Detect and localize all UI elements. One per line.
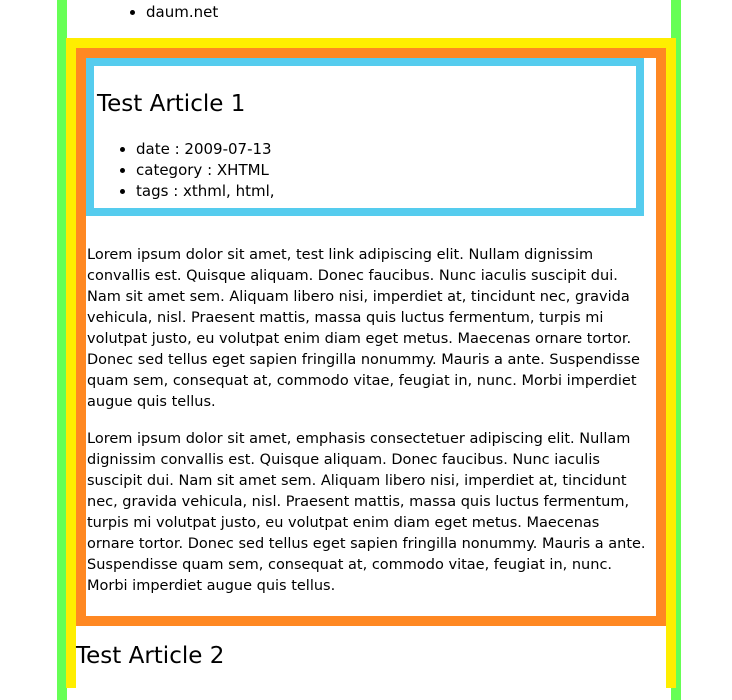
article-1-title: Test Article 1 — [97, 91, 246, 117]
meta-tags-label: tags — [136, 182, 169, 200]
article-2-title: Test Article 2 — [76, 643, 225, 669]
meta-category: • category : XHTML — [136, 160, 275, 181]
article-1-meta-list — [117, 139, 275, 202]
meta-category-value[interactable]: XHTML — [216, 161, 269, 179]
list-item-daum[interactable]: • daum.net — [146, 2, 218, 23]
meta-date-value: 2009-07-13 — [184, 140, 272, 158]
meta-date: • date : 2009-07-13 — [136, 139, 275, 160]
article-1-paragraph-1: Lorem ipsum dolor sit amet, test link adipiscing elit. Nullam dignissim convallis est. Quisque aliquam. Donec faucibus. Nunc iaculis suscipit dui. Nam sit amet sem. Aliquam libero nisi, imperdiet at, tincidunt nec, gravida vehicula, nisl. Praesent mattis, massa quis luctus fermentum, turpis mi volutpat justo, eu volutpat enim diam eget metus. Maecenas ornare tortor. Donec sed tellus eget sapien fringilla nonummy. Mauris a ante. Suspendisse quam sem, consequat at, commodo vitae, feugiat in, nunc. Morbi imperdiet augue quis tellus. — [87, 247, 640, 410]
top-link-list — [127, 2, 218, 23]
article-1-paragraph-2: Lorem ipsum dolor sit amet, emphasis consectetuer adipiscing elit. Nullam dignissim convallis est. Quisque aliquam. Donec faucibus. Nunc iaculis suscipit dui. Nam sit amet sem. Aliquam libero nisi, imperdiet at, tincidunt nec, gravida vehicula, nisl. Praesent mattis, massa quis luctus fermentum, turpis mi volutpat justo, eu volutpat enim diam eget metus. Maecenas ornare tortor. Donec sed tellus eget sapien fringilla nonummy. Mauris a ante. Suspendisse quam sem, consequat at, commodo vitae, feugiat in, nunc. Morbi imperdiet augue quis tellus. — [87, 431, 646, 594]
meta-date-label: date — [136, 140, 170, 158]
meta-tags: • tags : xthml, html, — [136, 181, 275, 202]
meta-category-label: category — [136, 161, 203, 179]
meta-tags-value[interactable]: xthml, html, — [183, 182, 275, 200]
